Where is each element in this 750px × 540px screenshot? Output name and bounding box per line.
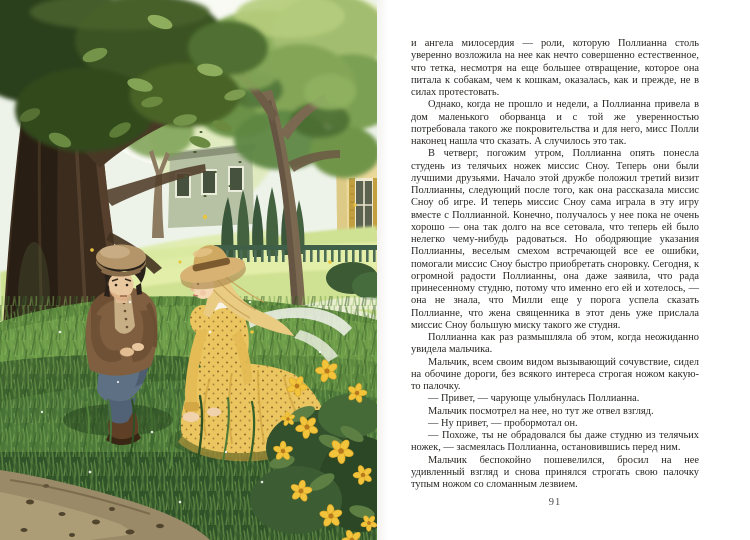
paragraph: Поллианна как раз размышляла об этом, когда неожиданно увидела мальчика. [411, 332, 699, 356]
paragraph: Мальчик беспокойно пошевелился, бросил на нее удивленный взгляд и снова принялся строгать свою палочку тупым ножом со сломанным лезвием. [411, 454, 699, 490]
right-page [377, 0, 750, 540]
paragraph: — Ну привет, — пробормотал он. [428, 417, 578, 429]
page-number: 91 [548, 497, 562, 508]
paragraph: Однако, когда не прошло и недели, а Поллианна привела в дом маленького оборванца и с той же уверенностью потребовала такого же покровительства и для него, мисс Полли наконец нашла что сказать. А случилось это так. [411, 99, 699, 147]
paragraph: Мальчик посмотрел на нее, но тут же отвел взгляд. [428, 405, 654, 417]
paragraph: и ангела милосердия — роли, которую Поллианна столь уверенно возложила на нее как нечто совершенно естественное, что тетка, несмотря на еще большее отвращение, которое она питала к собакам, чем к кошкам, оказалась, как и прежде, не в силах протестовать. [411, 38, 699, 98]
text-column [411, 38, 699, 491]
paragraph: — Похоже, ты не обрадовался бы даже студню из телячьих ножек, — засмеялась Поллианна, остановившись перед ним. [411, 430, 699, 454]
paragraph: В четверг, погожим утром, Поллианна опять понесла студень из телячьих ножек миссис Сноу. Теперь они были лучшими друзьями. Начало этой дружбе положил третий визит Поллианны, следующий после того, как она рассказала миссис Сноу об игре. И теперь миссис Сноу сама играла в эту игру вместе с Поллианной. Конечно, получалось у нее пока не очень хорошо — она так долго на все сетовала, что теперь ей было нелегко чему-нибудь радоваться. Но ободряющие указания Поллианны, веселым смехом встречающей все ее ошибки, помогали миссис Сноу быстро приобретать сноровку. Сегодня, к огромной радости Поллианны, она даже заявила, что рада принесенному студню, потому что именно его ей и хотелось, — она не знала, что Милли еще у порога успела сказать Поллианне, что жена священника в этот день уже прислала миссис Сноу большую миску такого же студня. [411, 148, 699, 331]
paragraph: — Привет, — чарующе улыбнулась Поллианна. [428, 393, 640, 405]
paragraph: Мальчик, всем своим видом вызывающий сочувствие, сидел на обочине дороги, без всякого интереса строгая ножом какую-то палочку. [411, 356, 699, 392]
